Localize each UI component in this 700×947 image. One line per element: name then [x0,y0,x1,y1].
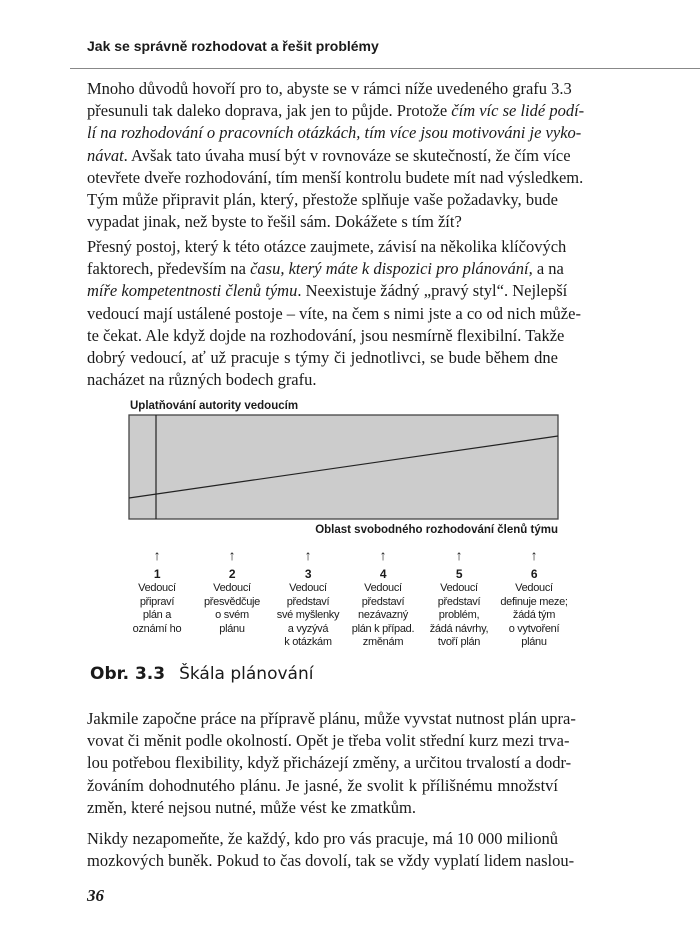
text-line [87,236,567,258]
text-line [87,189,558,211]
text-line [87,828,558,850]
step-number: 1 [153,567,161,581]
text-segment: vypadat jinak, než byste to řešil sám. Dokážete s tím žít? [87,212,462,232]
text-line [87,258,564,280]
step-description: Vedoucí představí problém, žádá návrhy, tvoří plán [429,582,489,648]
up-arrow-icon: ↑ [530,547,538,563]
text-segment: přesunuli tak daleko doprava, jak jen to půjde. Protože [87,101,452,121]
step-description: Vedoucí připraví plán a oznámí ho [132,582,182,635]
text-segment: mozkových buněk. Pokud to čas dovolí, tak se vždy vyplatí lidem naslou- [87,851,575,871]
text-line [87,100,585,122]
paragraph-2 [87,236,581,391]
paragraph-1 [87,78,585,233]
text-segment: . Neexistuje žádný „pravý styl“. Nejlepší [297,281,568,301]
up-arrow-icon: ↑ [228,547,236,563]
text-segment: nacházet na různých bodech grafu. [87,370,317,390]
text-segment: Přesný postoj, který k této otázce zaujmete, závisí na několika klíčových [87,237,567,256]
figure-top-label: Uplatňování autority vedoucím [130,400,299,412]
emphasis-text: návat [87,145,124,165]
text-segment: faktorech, především na [87,259,251,279]
authority-diagram [128,414,560,522]
emphasis-text: lí na rozhodování o pracovních otázkách, tím více jsou motivováni je vyko- [87,123,582,143]
step-number: 3 [304,567,312,581]
text-line [87,369,558,391]
step-number: 2 [228,567,236,581]
planning-step [497,546,571,650]
text-line [87,850,575,872]
text-segment: dobrý vedoucí, ať už pracuje s týmy či jednotlivci, se bude během dne [87,347,558,367]
text-line [87,167,584,189]
text-line [87,122,582,144]
planning-step [271,546,345,650]
figure-caption [90,664,313,684]
planning-step [422,546,496,650]
up-arrow-icon: ↑ [304,547,312,563]
paragraph-3 [87,708,576,819]
emphasis-text: času, který máte k dispozici pro plánování, [250,259,533,279]
text-segment: te čekat. Ale když dojde na rozhodování, jsou nesmírně flexibilní. Takže [87,325,565,345]
step-description: Vedoucí definuje meze; žádá tým o vytvoření plánu [500,582,568,648]
text-segment: Mnoho důvodů hovoří pro to, abyste se v rámci níže uvedeného grafu 3.3 [87,79,572,98]
text-segment: vedoucí mají ustálené postoje – víte, na čem s nimi jste a co od nich může- [87,303,581,323]
caption-number: Obr. 3.3 [90,664,166,684]
text-line [87,78,572,100]
step-description: Vedoucí přesvědčuje o svém plánu [203,582,260,635]
caption-text: Škála plánování [179,664,314,684]
figure-bottom-label: Oblast svobodného rozhodování členů týmu [315,524,558,536]
text-segment: Tým může připravit plán, který, přestože splňuje vaše požadavky, bude [87,189,558,209]
up-arrow-icon: ↑ [153,547,161,563]
text-line [87,145,571,167]
text-segment: . Avšak tato úvaha musí být v rovnováze se skutečností, že čím více [123,145,571,165]
text-line [87,325,565,347]
emphasis-text: čím víc se lidé podí- [451,101,585,121]
up-arrow-icon: ↑ [379,547,387,563]
up-arrow-icon: ↑ [455,547,463,563]
text-segment: změn, které nejsou nutné, může vést ke zmatkům. [87,797,416,817]
text-line [87,347,558,369]
text-segment: otevřete dveře rozhodování, tím menší kontrolu budete mít nad výsledkem. [87,167,584,187]
text-segment: lou potřebou flexibility, když přicházejí změny, a určitou trvalostí a dodr- [87,753,572,773]
text-segment: žováním dohodnutého plánu. Je jasné, že svolit k přílišnému množství [87,775,558,795]
paragraph-4 [87,828,575,872]
planning-step [346,546,420,650]
step-number: 5 [455,567,463,581]
page-number: 36 [87,886,104,905]
step-number: 6 [530,567,538,581]
step-description: Vedoucí představí své myšlenky a vyzývá k otázkám [276,582,340,648]
text-segment: Nikdy nezapomeňte, že každý, kdo pro vás pracuje, má 10 000 milionů [87,829,558,848]
running-header: Jak se správně rozhodovat a řešit problémy [87,38,379,54]
planning-step [195,546,269,636]
step-number: 4 [379,567,387,581]
emphasis-text: míře kompetentnosti členů týmu [87,281,298,301]
text-line [87,211,558,233]
text-segment: a na [532,259,564,279]
text-line [87,752,572,774]
text-segment: Jakmile započne práce na přípravě plánu, může vyvstat nutnost plán upra- [87,709,576,728]
text-line [87,730,570,752]
text-segment: vovat či měnit podle okolností. Opět je třeba volit střední kurz mezi trva- [87,731,570,751]
text-line [87,280,568,302]
header-rule [70,68,700,69]
text-line [87,775,558,797]
step-description: Vedoucí představí nezávazný plán k případ. změnám [351,582,415,648]
text-line [87,708,576,730]
text-line [87,303,581,325]
planning-step [120,546,194,636]
text-line [87,797,558,819]
